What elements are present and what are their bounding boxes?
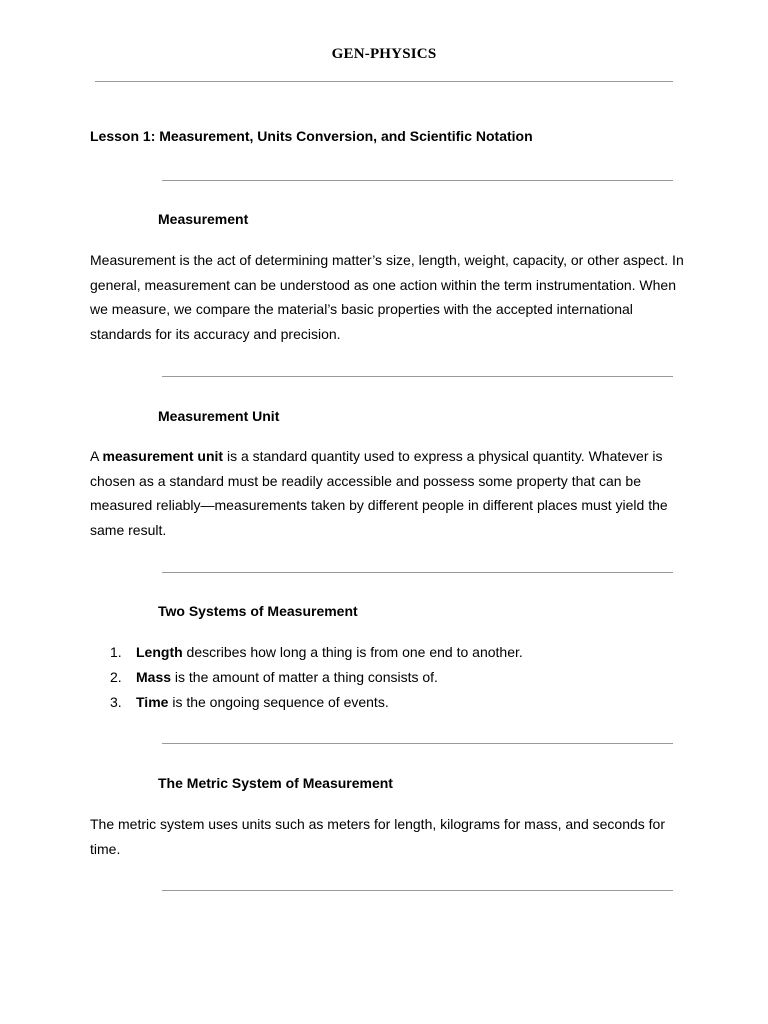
section-heading-measurement-unit: Measurement Unit: [158, 408, 280, 424]
list-item-text: is the ongoing sequence of events.: [168, 694, 389, 710]
title-divider: [95, 81, 673, 82]
section-heading-metric-system: The Metric System of Measurement: [158, 775, 393, 791]
section-divider: [162, 743, 673, 744]
section-divider: [162, 572, 673, 573]
list-item-text: is the amount of matter a thing consists of.: [171, 669, 438, 685]
systems-list: [110, 642, 523, 717]
list-item: [110, 667, 523, 692]
list-item: [110, 642, 523, 667]
list-item-number: 3.: [110, 694, 122, 710]
measurement-unit-prefix: A: [90, 448, 103, 464]
measurement-paragraph: Measurement is the act of determining matter’s size, length, weight, capacity, or other aspect. In general, measurement can be understood as one action within the term instrumentation. When we measure, we compare the material’s basic properties with the accepted international standards for its accuracy and precision.: [90, 252, 684, 342]
section-heading-two-systems: Two Systems of Measurement: [158, 603, 358, 619]
list-item-term: Mass: [136, 669, 172, 685]
section-divider: [162, 890, 673, 891]
list-item-term: Length: [136, 644, 183, 660]
lesson-title: Lesson 1: Measurement, Units Conversion, and Scientific Notation: [90, 128, 533, 144]
section-heading-measurement: Measurement: [158, 211, 249, 227]
document-title: GEN-PHYSICS: [331, 46, 437, 62]
section-divider: [162, 376, 673, 377]
list-item-term: Time: [136, 694, 169, 710]
list-item-number: 2.: [110, 669, 122, 685]
list-item-number: 1.: [110, 644, 122, 660]
section-divider: [162, 180, 673, 181]
measurement-unit-term: measurement unit: [102, 448, 224, 464]
list-item-text: describes how long a thing is from one end to another.: [182, 644, 523, 660]
measurement-unit-text: is a standard quantity used to express a physical quantity. Whatever is chosen as a standard must be readily accessible and possess some property that can be measured reliably—measurements taken by different people in different places must yield the same result.: [90, 448, 668, 538]
measurement-unit-paragraph: [90, 444, 690, 542]
list-item: [110, 692, 523, 717]
metric-system-paragraph: The metric system uses units such as meters for length, kilograms for mass, and seconds for time.: [90, 816, 665, 857]
